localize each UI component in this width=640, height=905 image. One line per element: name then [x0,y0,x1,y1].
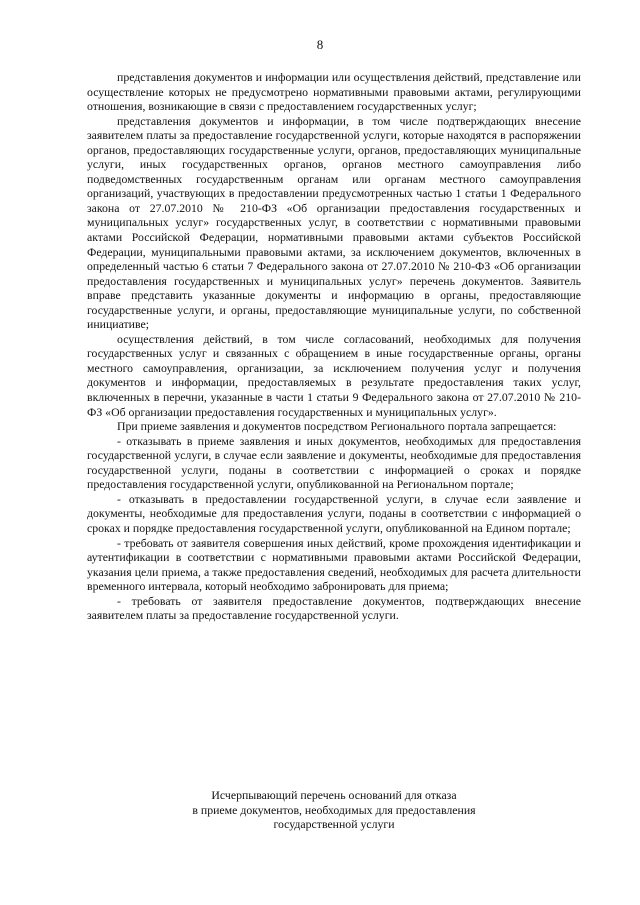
section-heading-line-1: Исчерпывающий перечень оснований для отказа [211,788,457,802]
paragraph-6: - отказывать в предоставлении государственной услуги, в случае если заявление и документы, необходимые для предоставления услуги, поданы в соответствии с информацией о сроках и порядке предоставления государственной услуги, опубликованной на Едином портале; [87,491,581,535]
paragraph-8: - требовать от заявителя предоставление документов, подтверждающих внесение заявителем платы за предоставление государственной услуги. [87,593,581,623]
section-heading [87,788,581,832]
paragraph-7: - требовать от заявителя совершения иных действий, кроме прохождения идентификации и аутентификации в соответствии с нормативными правовыми актами Российской Федерации, указания цели приема, а также предоставления сведений, необходимых для расчета длительности временного интервала, который необходимо забронировать для приема; [87,535,581,594]
document-body [87,70,581,623]
section-heading-line-2: в приеме документов, необходимых для предоставления [192,802,476,817]
paragraph-1: представления документов и информации или осуществления действий, представление или осуществление которых не предусмотрено нормативными правовыми актами, регулирующими отношения, возникающие в связи с предоставлением государственных услуг; [87,70,581,114]
page-number: 8 [316,37,324,52]
paragraph-2: представления документов и информации, в том числе подтверждающих внесение заявителем платы за предоставление государственной услуги, которые находятся в распоряжении органов, предоставляющих государственные услуги, органов, предоставляющих муниципальные услуги, иных государственных органов, органов местного самоуправления либо подведомственных государственным органам или органам местного самоуправления организаций, участвующих в предоставлении предусмотренных частью 1 статьи 1 Федерального закона от 27.07.2010 № 210-ФЗ «Об организации предоставления государственных и муниципальных услуг» государственных услуг, в соответствии с нормативными правовыми актами Российской Федерации, нормативными правовыми актами субъектов Российской Федерации, муниципальными правовыми актами, за исключением документов, включенных в определенный частью 6 статьи 7 Федерального закона от 27.07.2010 № 210-ФЗ «Об организации предоставления государственных и муниципальных услуг» перечень документов. Заявитель вправе представить указанные документы и информацию в органы, предоставляющие государственные услуги, и органы, предоставляющие муниципальные услуги, по собственной инициативе; [87,113,581,332]
paragraph-5: - отказывать в приеме заявления и иных документов, необходимых для предоставления государственной услуги, в случае если заявление и документы, необходимые для предоставления государственной услуги, поданы в соответствии с информацией о сроках и порядке предоставления государственной услуги, опубликованной на Региональном портале; [87,433,581,492]
section-heading-line-3: государственной услуги [273,817,395,831]
paragraph-4: При приеме заявления и документов посредством Регионального портала запрещается: [117,419,557,434]
paragraph-3: осуществления действий, в том числе согласований, необходимых для получения государственных услуг и связанных с обращением в иные государственные органы, органы местного самоуправления, организации, за исключением получения услуг и получения документов и информации, предоставляемых в результате предоставления таких услуг, включенных в перечни, указанные в части 1 статьи 9 Федерального закона от 27.07.2010 № 210-ФЗ «Об организации предоставления государственных и муниципальных услуг». [87,331,581,419]
